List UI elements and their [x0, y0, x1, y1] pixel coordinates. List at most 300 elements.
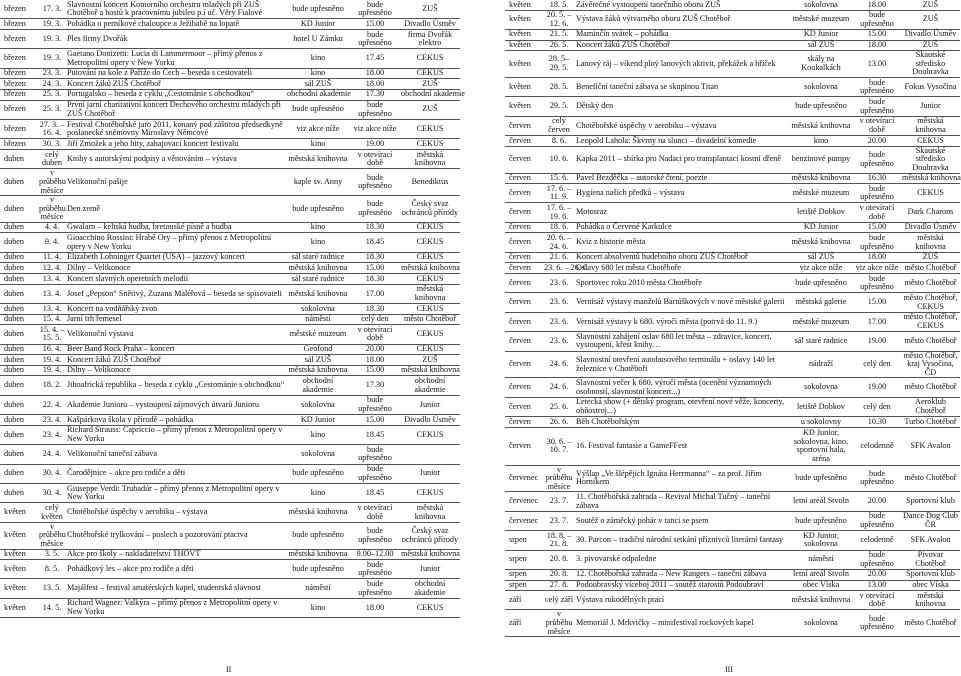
date-cell: v průběhu měsíce: [39, 168, 66, 195]
place-cell: sokolovna: [789, 0, 853, 10]
organizer-cell: obchodní akademie: [400, 579, 460, 598]
time-cell: bude upřesněno: [853, 610, 901, 637]
organizer-cell: městská knihovna: [400, 149, 460, 168]
organizer-cell: město Chotěboř, kraj Vysočina, ČD: [901, 351, 960, 378]
event-row: [505, 136, 960, 147]
event-row: [0, 549, 460, 560]
organizer-cell: obec Víska: [901, 580, 960, 591]
event-cell: Den země: [66, 196, 286, 223]
month-cell: květen: [505, 10, 543, 29]
event-row: [0, 365, 460, 376]
time-cell: bude upřesněno: [350, 395, 400, 414]
event-cell: První jarní charitativní koncert Dechového orchestru mladých při ZUŠ Chotěboř: [66, 100, 286, 119]
place-cell: sál ZUŠ: [286, 79, 350, 90]
organizer-cell: Junior: [901, 97, 960, 116]
time-cell: 20.00: [853, 569, 901, 580]
month-cell: duben: [0, 252, 38, 263]
place-cell: skály na Koukalkách: [789, 51, 853, 78]
date-cell: 24. 3.: [38, 79, 66, 90]
time-cell: 17.00: [350, 284, 400, 303]
time-cell: v otevírací době: [853, 203, 901, 222]
event-cell: Putování na kole z Paříže do Čech – beseda s cestovateli: [66, 68, 286, 79]
time-cell: v otevírací době: [350, 503, 400, 522]
date-cell: 12. 4.: [38, 263, 66, 274]
month-cell: červen: [505, 378, 543, 397]
date-cell: 23. 6.: [543, 274, 575, 293]
place-cell: nádraží: [789, 351, 853, 378]
event-cell: Koncert žáků ZUŠ Chotěboř: [66, 79, 286, 90]
month-cell: červenec: [505, 511, 543, 530]
organizer-cell: Benediktus: [400, 169, 460, 196]
month-cell: květen: [505, 77, 543, 96]
organizer-cell: město Chotěboř: [901, 610, 960, 637]
event-cell: Richard Wagner: Valkýra – přímý přenos z Metropolitní opery v New Yorku: [66, 598, 286, 617]
event-row: [0, 119, 460, 138]
time-cell: 16.30: [853, 173, 901, 184]
event-cell: Majálfest – festival amatérských kapel, studentská slavnost: [66, 579, 286, 598]
page-right: [505, 0, 960, 676]
organizer-cell: městská knihovna: [401, 262, 460, 272]
organizer-cell: Divadlo Úsměv: [901, 29, 960, 40]
event-cell: 16. Festival fantasie a GameFFest: [575, 427, 789, 465]
event-cell: Závěrečné vystoupení tanečního oboru ZUŠ: [575, 0, 789, 10]
organizer-cell: město Chotěboř: [901, 378, 960, 397]
date-cell: 23. 7.: [543, 492, 575, 511]
time-cell: 18.00: [853, 40, 901, 51]
date-cell: 30. 4.: [38, 483, 66, 502]
date-cell: 17. 6. – 11. 9.: [543, 184, 575, 203]
time-cell: 17.30: [350, 89, 400, 100]
date-cell: 29. 5.: [543, 97, 575, 116]
organizer-cell: firma Dvořák elektro: [400, 29, 460, 48]
time-cell: bude upřesněno: [350, 100, 400, 119]
month-cell: srpen: [505, 531, 543, 550]
month-cell: březen: [0, 119, 38, 138]
date-cell: 23. 4.: [38, 425, 66, 444]
event-row: [505, 351, 960, 378]
time-cell: 15.00: [853, 222, 901, 233]
event-cell: Lanový ráj – víkend plný lanových aktivit, překážek a hříček: [575, 51, 789, 78]
month-cell: duben: [0, 222, 38, 233]
month-cell: květen: [505, 0, 543, 10]
date-cell: 23. 6. – 26. 6.: [544, 262, 590, 272]
date-cell: 27. 3. – 16. 4.: [39, 119, 65, 138]
event-cell: Chotěbořské trylkování – poslech a pozorování ptactva: [66, 522, 286, 549]
organizer-cell: Skautské středisko Doubravka: [901, 51, 960, 78]
date-cell: 24. 4.: [38, 445, 66, 464]
time-cell: bude upřesněno: [350, 169, 400, 196]
event-row: [0, 169, 460, 196]
event-row: [0, 344, 460, 355]
month-cell: březen: [0, 19, 38, 30]
month-cell: duben: [0, 314, 38, 325]
organizer-cell: městská knihovna: [401, 365, 460, 375]
date-cell: 20. 8.: [543, 550, 575, 569]
place-cell: městská knihovna: [286, 365, 350, 376]
event-cell: Festival Chotěbořské jaro 2011, konaný pod záštitou předsedkyně poslanecké sněmovny Miroslavy Němcové: [66, 119, 286, 138]
organizer-cell: Divadlo Úsměv: [400, 415, 460, 426]
event-cell: 3. pivovarské odpoledne: [575, 550, 789, 569]
place-cell: kino: [789, 136, 853, 147]
event-row: [505, 77, 960, 96]
place-cell: bude upřesněno: [286, 560, 350, 579]
time-cell: bude upřesněno: [350, 522, 400, 549]
place-cell: městská knihovna: [789, 233, 853, 252]
event-cell: Výšlap „Ve šlépějích Ignáta Herrmanna“ – za prof. Jiřím Horníkem: [575, 465, 789, 492]
time-cell: bude upřesněno: [853, 465, 901, 492]
date-cell: celý červen: [543, 116, 575, 135]
event-row: [0, 415, 460, 426]
month-cell: duben: [0, 263, 38, 274]
events-table-right: [505, 0, 960, 637]
time-cell: 15.00: [350, 19, 400, 30]
date-cell: 19. 3.: [38, 19, 66, 30]
time-cell: 17.30: [350, 376, 400, 395]
event-cell: Gaetano Donizetti: Lucia di Lammermoor – přímý přenos z Metropolitní opery v New Yorku: [66, 49, 286, 68]
organizer-cell: CEKUS: [400, 222, 460, 233]
month-cell: květen: [505, 40, 543, 51]
date-cell: 18. 8. – 21. 8.: [543, 531, 575, 550]
time-cell: 20.00: [853, 136, 901, 147]
date-cell: 26. 5.: [543, 40, 575, 51]
place-cell: městská knihovna: [789, 591, 853, 610]
page-left: [0, 0, 465, 676]
events-table-left: [0, 0, 465, 618]
month-cell: srpen: [505, 580, 543, 591]
date-cell: 10. 6.: [543, 146, 575, 173]
month-cell: květen: [505, 97, 543, 116]
time-cell: bude upřesněno: [853, 233, 901, 252]
date-cell: 19. 4.: [38, 355, 66, 366]
event-cell: Podoubravský víceboj 2011 – soutěž starostů Podoubraví: [575, 580, 789, 591]
time-cell: viz akce níže: [853, 263, 901, 274]
place-cell: bude upřesněno: [286, 522, 350, 549]
date-cell: 18. 6.: [543, 222, 575, 233]
date-cell: 25. 3.: [38, 89, 66, 100]
event-cell: 11. Chotěbořská zahrada – Revival Michal Tučný – taneční zábava: [575, 492, 789, 511]
month-cell: červen: [505, 263, 543, 274]
month-cell: duben: [0, 274, 38, 285]
organizer-cell: CEKUS: [400, 49, 460, 68]
date-cell: 20. 5. – 12. 6.: [543, 10, 575, 29]
event-cell: Pohádkový les – akce pro rodiče a děti: [66, 560, 286, 579]
organizer-cell: CEKUS: [400, 598, 460, 617]
place-cell: náměstí: [789, 550, 853, 569]
organizer-cell: Junior: [400, 560, 460, 579]
month-cell: červen: [505, 233, 543, 252]
place-cell: městské muzeum: [286, 325, 350, 344]
time-cell: bude upřesněno: [853, 77, 901, 96]
month-cell: duben: [0, 376, 38, 395]
event-row: [0, 0, 460, 19]
event-cell: Elizabeth Lohninger Quartet (USA) – jazzový koncert: [66, 252, 286, 263]
place-cell: městské muzeum: [789, 184, 853, 203]
month-cell: březen: [0, 79, 38, 90]
month-cell: duben: [0, 304, 38, 315]
event-cell: Jihoafrická republika – beseda z cyklu „Cestománie s obchodkou“: [66, 376, 286, 395]
month-cell: červen: [505, 136, 543, 147]
event-row: [505, 29, 960, 40]
place-cell: městská knihovna: [789, 116, 853, 135]
place-cell: benzinové pumpy: [789, 146, 853, 173]
date-cell: 23. 6.: [543, 312, 575, 331]
place-cell: letiště Dobkov: [789, 397, 853, 416]
place-cell: obec Víska: [789, 580, 853, 591]
time-cell: v otevírací době: [853, 591, 901, 610]
time-cell: 18.00: [350, 598, 400, 617]
event-row: [505, 550, 960, 569]
time-cell: 15.00: [350, 263, 400, 274]
event-cell: 12. Chotěbořská zahrada – New Rangers – taneční zábava: [575, 569, 789, 580]
time-cell: 10.30: [853, 417, 901, 428]
time-cell: bude upřesněno: [350, 29, 400, 48]
organizer-cell: SFK Avalon: [901, 531, 960, 550]
month-cell: březen: [0, 100, 38, 119]
organizer-cell: ZUŠ: [400, 79, 460, 90]
time-cell: 17.00: [853, 312, 901, 331]
month-cell: březen: [0, 89, 38, 100]
event-row: [505, 417, 960, 428]
date-cell: 30. 6. – 10. 7.: [543, 427, 575, 465]
date-cell: 4. 4.: [38, 222, 66, 233]
time-cell: v otevírací době: [853, 116, 901, 135]
event-row: [0, 149, 460, 168]
event-cell: Akce pro školy – nakladatelství THOVT: [66, 549, 286, 560]
month-cell: květen: [0, 503, 38, 522]
event-row: [505, 51, 960, 78]
event-row: [0, 252, 460, 263]
date-cell: 24. 6.: [543, 351, 575, 378]
time-cell: bude upřesněno: [350, 445, 400, 464]
event-cell: Kapka 2011 – sbírka pro Nadaci pro transplantaci kostní dřeně: [575, 146, 789, 173]
date-cell: 11. 4.: [38, 252, 66, 263]
event-row: [0, 376, 460, 395]
organizer-cell: Český svaz ochránců přírody: [400, 522, 460, 549]
organizer-cell: CEKUS: [400, 68, 460, 79]
date-cell: 17. 3.: [38, 0, 66, 19]
event-cell: Letecká show (+ dětský program, otevření nové věže, koncerty, ohňostroj...): [575, 397, 789, 416]
time-cell: v otevírací době: [350, 149, 400, 168]
event-cell: Vernisáž výstavy k 680. výročí města (potrvá do 11. 9.): [575, 312, 789, 331]
time-cell: bude upřesněno: [853, 511, 901, 530]
date-cell: 13. 4.: [38, 284, 66, 303]
event-cell: Dětský den: [575, 97, 789, 116]
month-cell: duben: [0, 464, 38, 483]
event-cell: Jiří Zmožek a jeho hity, zahajovací koncert festivalu: [66, 139, 286, 150]
event-cell: Vernisáž výstavy manželů Bartůškových v nové městské galerii: [575, 293, 789, 312]
date-cell: 21. 5.: [543, 29, 575, 40]
event-row: [505, 274, 960, 293]
event-row: [505, 203, 960, 222]
month-cell: březen: [0, 139, 38, 150]
place-cell: bude upřesněno: [789, 274, 853, 293]
event-row: [0, 233, 460, 252]
event-cell: Gwalarn – keltská hudba, bretonské písně a hudba: [66, 222, 286, 233]
organizer-cell: Sportovní klub: [901, 569, 960, 580]
date-cell: 24. 6.: [543, 378, 575, 397]
date-cell: 21. 6.: [543, 252, 575, 263]
event-row: [0, 263, 460, 274]
event-row: [505, 465, 960, 492]
month-cell: červenec: [505, 492, 543, 511]
place-cell: kino: [286, 598, 350, 617]
organizer-cell: CEKUS: [400, 344, 460, 355]
event-cell: Kvíz z historie města: [575, 233, 789, 252]
place-cell: sokolovna: [789, 610, 853, 637]
event-row: [0, 139, 460, 150]
time-cell: 18.30: [350, 252, 400, 263]
event-cell: Koncert žáků ZUŠ Chotěboř: [66, 355, 286, 366]
event-cell: Gioacchino Rossini: Hrabě Ory – přímý přenos z Metropolitní opery v New Yorku: [66, 233, 286, 252]
place-cell: bude upřesněno: [789, 97, 853, 116]
date-cell: 23. 4.: [38, 415, 66, 426]
time-cell: 18.00: [350, 79, 400, 90]
time-cell: bude upřesněno: [350, 560, 400, 579]
place-cell: městská knihovna: [789, 173, 853, 184]
place-cell: KD Junior, sokolovna, kino, sportovní hala, aréna: [789, 427, 853, 465]
place-cell: KD Junior: [789, 29, 853, 40]
organizer-cell: město Chotěboř: [400, 314, 460, 325]
event-row: [505, 378, 960, 397]
time-cell: 13.00: [853, 51, 901, 78]
organizer-cell: Turbo Chotěboř: [901, 417, 960, 428]
date-cell: 26. 6.: [543, 417, 575, 428]
event-row: [505, 184, 960, 203]
time-cell: celý den: [350, 314, 400, 325]
time-cell: 19.00: [350, 139, 400, 150]
place-cell: sokolovna: [789, 378, 853, 397]
date-cell: 23. 6.: [543, 293, 575, 312]
time-cell: 18.45: [350, 425, 400, 444]
event-row: [505, 97, 960, 116]
time-cell: 17.45: [350, 49, 400, 68]
event-row: [505, 252, 960, 263]
month-cell: červen: [505, 146, 543, 173]
place-cell: obchodní akademie: [286, 376, 350, 395]
time-cell: 15.00: [853, 293, 901, 312]
month-cell: červen: [505, 397, 543, 416]
date-cell: 28. 5.: [543, 77, 575, 96]
month-cell: srpen: [505, 569, 543, 580]
event-cell: Portugalsko – beseda z cyklu „Cestománie s obchodkou“: [66, 89, 286, 100]
date-cell: 14. 5.: [38, 598, 66, 617]
organizer-cell: městská knihovna: [400, 503, 460, 522]
event-cell: Slavnostní koncert Komorního orchestru mladých při ZUŠ Chotěboř a hostů k pracovnímu jubileu p.í uč. Věry Fialové: [66, 0, 286, 19]
event-row: [0, 355, 460, 366]
month-cell: duben: [0, 483, 38, 502]
month-cell: září: [505, 591, 543, 610]
place-cell: bude upřesněno: [789, 465, 853, 492]
place-cell: KD Junior, sokolovna: [789, 531, 853, 550]
month-cell: duben: [0, 355, 38, 366]
date-cell: 20. 6. – 24. 6.: [543, 233, 575, 252]
place-cell: sál staré radnice: [789, 332, 853, 351]
event-cell: Běh Chotěbořským: [575, 417, 789, 428]
event-cell: Výstava žáků výtvarného oboru ZUŠ Chotěboř: [575, 10, 789, 29]
event-cell: Pavel Bezděčka – autorské čtení, poezie: [575, 173, 789, 184]
event-cell: Dílny – Velikonoce: [66, 365, 286, 376]
date-cell: 27. 8.: [543, 580, 575, 591]
organizer-cell: CEKUS: [400, 252, 460, 263]
month-cell: září: [505, 610, 543, 637]
month-cell: duben: [0, 196, 38, 223]
place-cell: sál ZUŠ: [789, 252, 853, 263]
event-cell: Knihy s autorskými podpisy a věnováním – výstava: [66, 149, 286, 168]
date-cell: 30. 4.: [38, 464, 66, 483]
date-cell: 23. 6.: [543, 332, 575, 351]
date-cell: 13. 5.: [38, 579, 66, 598]
event-cell: Pohádka o perníkové chaloupce a Ježibabě na lopatě: [66, 19, 286, 30]
event-row: [505, 222, 960, 233]
date-cell: v průběhu měsíce: [543, 465, 575, 492]
event-row: [0, 598, 460, 617]
organizer-cell: obchodní akademie: [401, 89, 465, 99]
time-cell: celý den: [853, 397, 901, 416]
place-cell: letní areál Stvoln: [789, 492, 853, 511]
time-cell: 15.00: [350, 415, 400, 426]
event-cell: Maminčin svátek – pohádka: [575, 29, 789, 40]
organizer-cell: ZUŠ: [901, 0, 960, 10]
organizer-cell: Divadlo Úsměv: [400, 19, 460, 30]
event-cell: Velikonoční výstava: [66, 325, 286, 344]
time-cell: 18.45: [350, 233, 400, 252]
time-cell: bude upřesněno: [350, 196, 400, 223]
event-cell: Slavnostní otevření autobusového terminálu + oslavy 140 let železnice v Chotěboři: [575, 351, 789, 378]
place-cell: kino: [286, 139, 350, 150]
date-cell: 25. 3.: [38, 100, 66, 119]
place-cell: kino: [286, 68, 350, 79]
place-cell: sál staré radnice: [286, 274, 350, 285]
month-cell: květen: [505, 51, 543, 78]
month-cell: duben: [0, 415, 38, 426]
month-cell: duben: [0, 233, 38, 252]
month-cell: červen: [505, 203, 543, 222]
organizer-cell: Junior: [400, 464, 460, 483]
month-cell: červen: [505, 222, 543, 233]
month-cell: červen: [505, 184, 543, 203]
place-cell: KD Junior: [286, 415, 350, 426]
organizer-cell: město Chotěboř: [901, 274, 960, 293]
time-cell: celý den: [853, 351, 901, 378]
organizer-cell: CEKUS: [901, 136, 960, 147]
month-cell: červen: [505, 293, 543, 312]
event-row: [0, 445, 460, 464]
event-cell: Leopold Lahola: Škvrny na slunci – divadelní komedie: [575, 136, 789, 147]
place-cell: bude upřesněno: [789, 511, 853, 530]
organizer-cell: ZUŠ: [400, 0, 460, 19]
organizer-cell: CEKUS: [400, 233, 460, 252]
place-cell: sokolovna: [286, 395, 350, 414]
date-cell: 13. 4.: [38, 304, 66, 315]
time-cell: bude upřesněno: [350, 464, 400, 483]
month-cell: květen: [505, 29, 543, 40]
date-cell: 22. 4.: [38, 395, 66, 414]
time-cell: bude upřesněno: [853, 184, 901, 203]
date-cell: 25. 6.: [543, 397, 575, 416]
event-cell: Benefiční taneční zábava se skupinou Titan: [575, 77, 789, 96]
event-cell: Výstava rukodělných prací: [575, 591, 789, 610]
month-cell: duben: [0, 445, 38, 464]
month-cell: březen: [0, 29, 38, 48]
month-cell: červen: [505, 351, 543, 378]
date-cell: 16. 4.: [38, 344, 66, 355]
date-cell: 28. 5– 29. 5.: [543, 51, 575, 78]
place-cell: u sokolovny: [789, 417, 853, 428]
date-cell: 30. 3.: [38, 139, 66, 150]
event-row: [505, 397, 960, 416]
organizer-cell: CEKUS: [400, 119, 460, 138]
organizer-cell: CEKUS: [400, 325, 460, 344]
